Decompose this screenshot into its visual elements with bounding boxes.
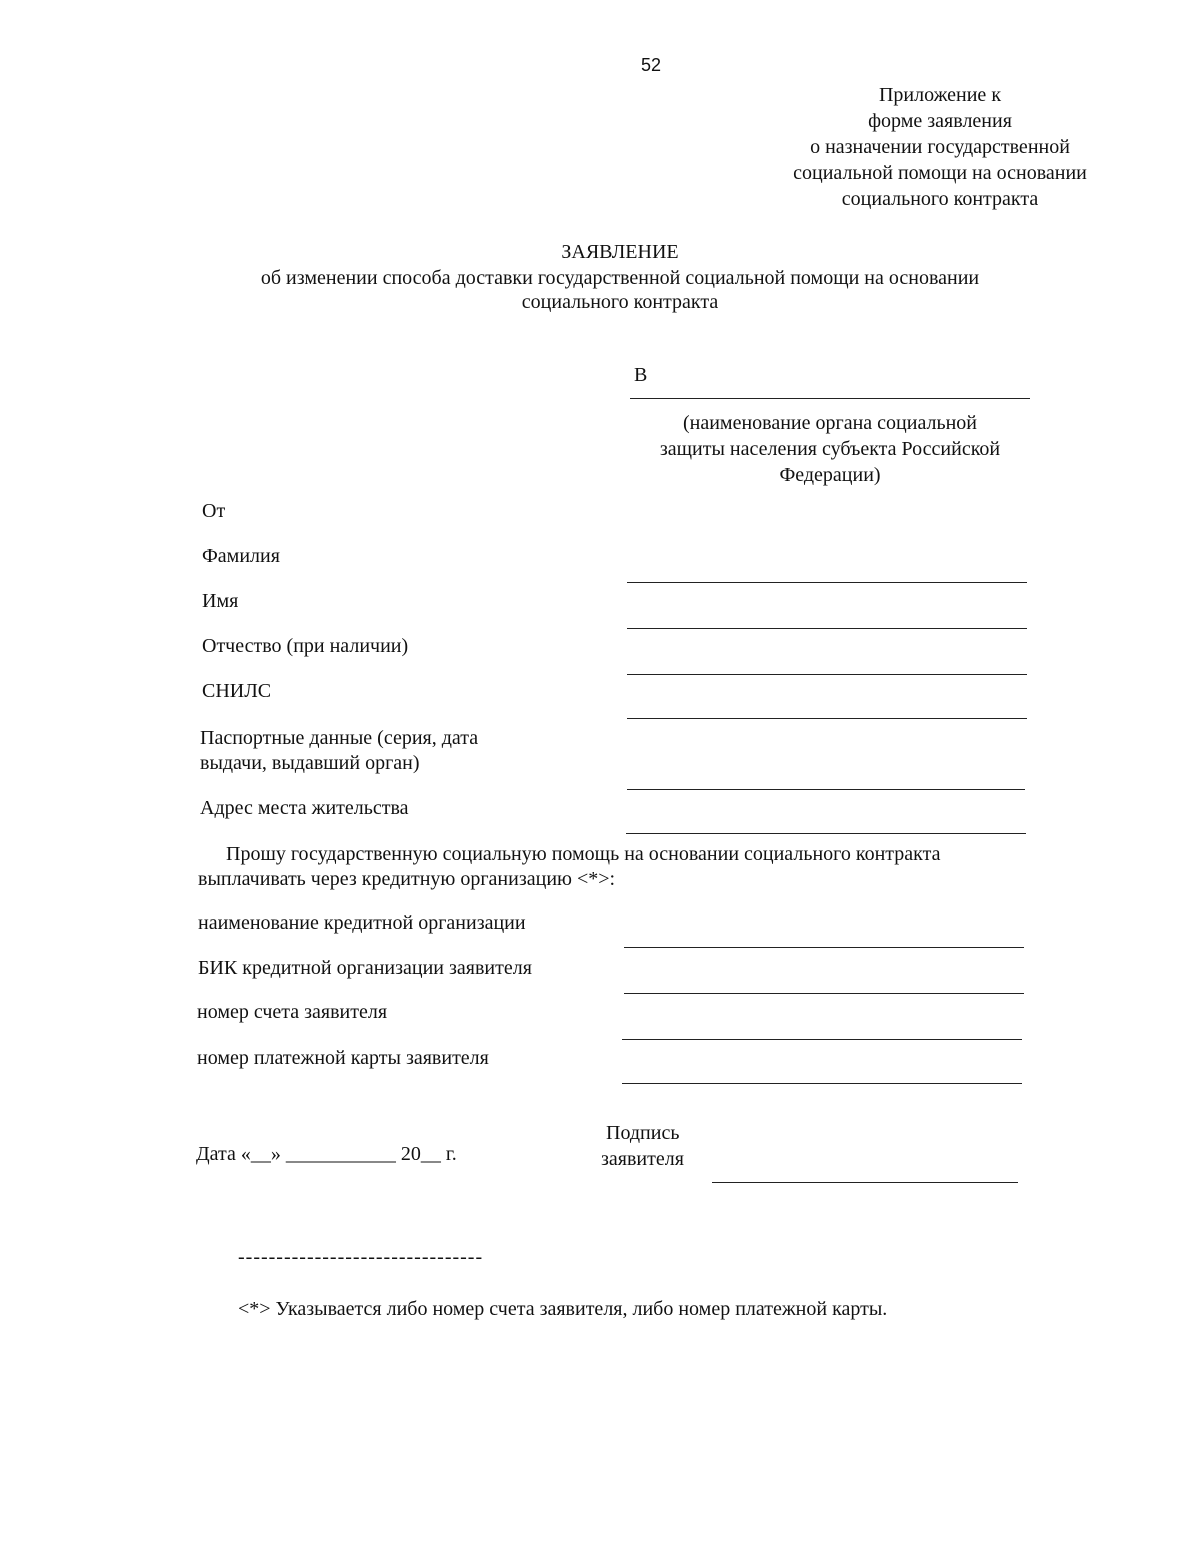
surname-label: Фамилия bbox=[202, 545, 280, 567]
request-paragraph bbox=[198, 842, 1028, 892]
bik-label: БИК кредитной организации заявителя bbox=[198, 957, 532, 979]
passport-label-line2: выдачи, выдавший орган) bbox=[200, 752, 420, 774]
name-field[interactable] bbox=[627, 628, 1027, 629]
title-subtitle-line: об изменении способа доставки государственной социальной помощи на основании bbox=[260, 267, 980, 289]
address-label: Адрес места жительства bbox=[200, 797, 409, 819]
snils-label: СНИЛС bbox=[202, 680, 272, 702]
page-number: 52 bbox=[641, 55, 662, 75]
date-field[interactable]: Дата «__» ___________ 20__ г. bbox=[196, 1143, 457, 1165]
recipient-hint-line: (наименование органа социальной bbox=[682, 412, 978, 434]
request-line: выплачивать через кредитную организацию <*>: bbox=[198, 868, 616, 890]
request-line: Прошу государственную социальную помощь на основании социального контракта bbox=[226, 843, 941, 865]
signature-label-line1: Подпись bbox=[606, 1122, 680, 1144]
recipient-field[interactable] bbox=[630, 398, 1030, 399]
appendix-line: социальной помощи на основании bbox=[793, 162, 1087, 184]
recipient-hint bbox=[620, 410, 1040, 488]
passport-label-line1: Паспортные данные (серия, дата bbox=[200, 727, 479, 749]
signature-field[interactable] bbox=[712, 1182, 1018, 1183]
account-label: номер счета заявителя bbox=[197, 1001, 388, 1023]
document-title bbox=[200, 240, 1040, 314]
bank-name-field[interactable] bbox=[624, 947, 1024, 948]
from-label: От bbox=[202, 500, 226, 522]
name-label: Имя bbox=[202, 590, 239, 612]
card-label: номер платежной карты заявителя bbox=[197, 1047, 489, 1069]
patronymic-label: Отчество (при наличии) bbox=[202, 635, 409, 657]
patronymic-field[interactable] bbox=[627, 674, 1027, 675]
surname-field[interactable] bbox=[627, 582, 1027, 583]
footnote-text: <*> Указывается либо номер счета заявителя, либо номер платежной карты. bbox=[238, 1298, 888, 1320]
signature-label-line2: заявителя bbox=[601, 1148, 684, 1170]
passport-field[interactable] bbox=[627, 789, 1025, 790]
appendix-line: социального контракта bbox=[841, 188, 1039, 210]
appendix-line: форме заявления bbox=[868, 110, 1012, 132]
appendix-line: о назначении государственной bbox=[810, 136, 1070, 158]
appendix-line: Приложение к bbox=[878, 84, 1002, 106]
title-heading: ЗАЯВЛЕНИЕ bbox=[561, 241, 679, 263]
bank-name-label: наименование кредитной организации bbox=[198, 912, 526, 934]
recipient-prefix: В bbox=[634, 364, 648, 386]
footnote-separator: -------------------------------- bbox=[238, 1246, 484, 1268]
recipient-hint-line: защиты населения субъекта Российской bbox=[659, 438, 1001, 460]
address-field[interactable] bbox=[626, 833, 1026, 834]
title-subtitle-line: социального контракта bbox=[521, 291, 719, 313]
snils-field[interactable] bbox=[627, 718, 1027, 719]
bik-field[interactable] bbox=[624, 993, 1024, 994]
recipient-hint-line: Федерации) bbox=[779, 464, 881, 486]
card-field[interactable] bbox=[622, 1083, 1022, 1084]
appendix-note bbox=[770, 82, 1110, 212]
account-field[interactable] bbox=[622, 1039, 1022, 1040]
